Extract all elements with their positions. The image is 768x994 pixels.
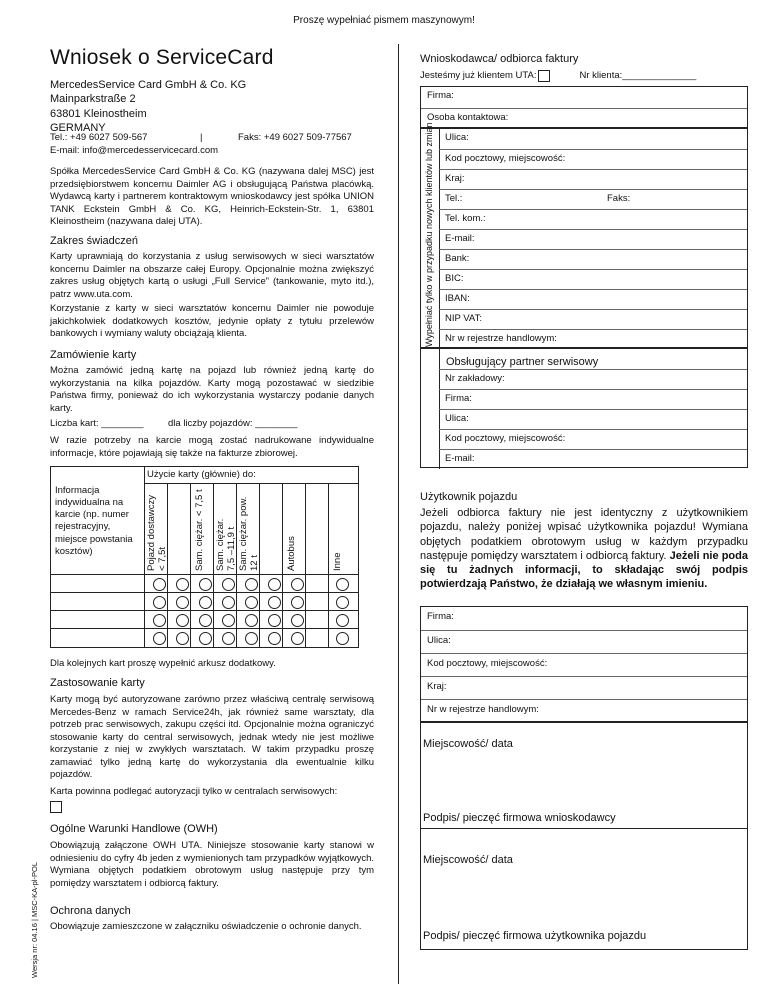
col-bus: Autobus (286, 536, 297, 571)
order-paragraph: Można zamówić jedną kartę na pojazd lub również jedną kartę do wykorzystania na kilka pojazdów. Karty mogą pozostawać w siedzibie Państwa firmy, ponieważ do ich wykorzystania wystarczy podanie danych karty. (50, 365, 374, 414)
usage-radio[interactable] (245, 632, 258, 645)
service-partner-heading: Obsługujący partner serwisowy (446, 356, 599, 368)
authorization-question: Karta powinna podlegać autoryzacji tylko w centralach serwisowych: (50, 786, 338, 797)
usage-table-header: Użycie karty (głównie) do: (147, 469, 256, 480)
additional-sheet-note: Dla kolejnych kart proszę wypełnić arkusz dodatkowy. (50, 658, 276, 669)
vehicle-user-text: Jeżeli odbiorca faktury nie jest identyczny z użytkownikiem pojazdu, należy poniżej wpisać użytkownika pojazdu! Wymiana objętych podatkiem obrotowym usług w każdym przypadku następuje pomiędzy warsztatem i odbiorcą faktury. (420, 507, 748, 562)
usage-radio[interactable] (222, 614, 235, 627)
vehicle-user-box (420, 606, 748, 722)
user-country-field[interactable]: Kraj: (421, 676, 747, 699)
applicant-firm-box (420, 86, 748, 128)
usage-radio[interactable] (336, 596, 349, 609)
usage-radio[interactable] (199, 578, 212, 591)
partner-postcode-city-field[interactable]: Kod pocztowy, miejscowość: (439, 429, 747, 449)
usage-radio[interactable] (336, 578, 349, 591)
application-heading: Zastosowanie karty (50, 677, 145, 689)
usage-radio[interactable] (222, 578, 235, 591)
usage-radio[interactable] (245, 578, 258, 591)
col-truck-under-7-5: Sam. ciężar. < 7,5 t (194, 489, 205, 571)
fax-field[interactable]: Faks: (607, 193, 631, 204)
scope-paragraph-1: Karty uprawniają do korzystania z usług serwisowych w sieci warsztatów koncernu Daimler na obszarze całej Europy. Opcjonalnie można zwiększyć zakres usług objętych kartą o usługi „Full Service” (tankowanie, myto itd.), patrz www.uta.com. (50, 251, 374, 300)
user-firm-field[interactable]: Firma: (427, 611, 454, 622)
scope-paragraph-2: Korzystanie z karty w sieci warsztatów koncernu Daimler nie powoduje jakichkolwiek dodatkowych kosztów, jedynie opłaty z tytułu przelewów bankowych i wymiany waluty obciążają klienta. (50, 303, 374, 340)
privacy-paragraph: Obowiązuje zamieszczone w załączniku oświadczenie o ochronie danych. (50, 921, 362, 932)
contact-separator: | (200, 132, 203, 143)
applicant-heading: Wnioskodawca/ odbiorca faktury (420, 53, 579, 65)
user-place-date-label: Miejscowość/ data (423, 854, 513, 866)
partner-street-field[interactable]: Ulica: (439, 409, 747, 429)
service-center-only-checkbox[interactable] (50, 801, 62, 813)
usage-radio[interactable] (245, 614, 258, 627)
usage-radio[interactable] (176, 596, 189, 609)
col-truck-over-12: Sam. ciężar. pow. 12 t (238, 496, 261, 571)
company-name: MercedesService Card GmbH & Co. KG (50, 79, 247, 91)
terms-paragraph: Obowiązują załączone OWH UTA. Niniejsze stosowanie karty stanowi w odniesieniu do cyfry 4b jeden z wymienionych tam przypadków wyjątkowych. Wymiana objętych podatkiem obrotowym usług następuje przy tym pomiędzy warsztatem i odbiorcą faktury. (50, 840, 374, 889)
usage-radio[interactable] (291, 578, 304, 591)
usage-radio[interactable] (199, 614, 212, 627)
existing-client-row (420, 70, 696, 83)
user-signature-label: Podpis/ pieczęć firmowa użytkownika pojazdu (423, 930, 647, 942)
usage-radio[interactable] (176, 614, 189, 627)
applicant-signature-box[interactable] (420, 722, 748, 828)
mobile-field[interactable]: Tel. kom.: (439, 209, 747, 229)
intro-paragraph: Spółka MercedesService Card GmbH & Co. KG (nazywana dalej MSC) jest przedsiębiorstwem koncernu Daimler AG i obsługującą Państwa placówką. Wydawcą karty i partnerem kontraktowym wnioskodawcy jest spółka UNION TANK Eckstein GmbH & Co. KG, Heinrich-Eckstein-Str. 1, 63801 Kleinostheim (nazywana dalej UTA). (50, 166, 374, 228)
vehicle-count-field[interactable]: dla liczby pojazdów: ________ (168, 418, 298, 429)
plant-number-field[interactable]: Nr zakładowy: (439, 369, 747, 389)
usage-radio[interactable] (153, 596, 166, 609)
usage-radio[interactable] (245, 596, 258, 609)
bank-field[interactable]: Bank: (439, 249, 747, 269)
company-contact (50, 132, 390, 157)
usage-radio[interactable] (176, 632, 189, 645)
existing-client-label: Jesteśmy już klientem UTA: (420, 70, 537, 81)
new-clients-note: Wypełniać tylko w przypadku nowych klientów lub zmian (424, 122, 434, 347)
privacy-heading: Ochrona danych (50, 905, 131, 917)
terms-heading: Ogólne Warunki Handlowe (OWH) (50, 823, 218, 835)
usage-radio[interactable] (153, 578, 166, 591)
form-instruction: Proszę wypełniać pismem maszynowym! (293, 15, 475, 26)
phone-field[interactable]: Tel.: (445, 193, 463, 204)
col-truck-7-5-11-9: Sam. ciężar. 7,5 –11,9 t (215, 518, 238, 571)
contact-person-field[interactable]: Osoba kontaktowa: (421, 108, 747, 129)
order-heading: Zamówienie karty (50, 349, 137, 361)
user-signature-box[interactable] (420, 828, 748, 950)
usage-radio[interactable] (268, 578, 281, 591)
usage-radio[interactable] (222, 632, 235, 645)
applicant-details-box (420, 122, 748, 348)
applicant-place-date-label: Miejscowość/ data (423, 738, 513, 750)
card-count-row (50, 418, 297, 431)
usage-radio[interactable] (268, 614, 281, 627)
usage-radio[interactable] (336, 614, 349, 627)
individual-info-cell: Informacja indywidualna na karcie (np. numer rejestracyjny, miejsce powstania kosztów) (55, 485, 133, 557)
usage-radio[interactable] (199, 632, 212, 645)
usage-radio[interactable] (268, 596, 281, 609)
usage-radio[interactable] (291, 596, 304, 609)
user-postcode-city-field[interactable]: Kod pocztowy, miejscowość: (421, 653, 747, 676)
vehicle-user-heading: Użytkownik pojazdu (420, 491, 518, 503)
bic-field[interactable]: BIC: (439, 269, 747, 289)
client-number-field[interactable]: Nr klienta:______________ (579, 70, 697, 81)
postcode-city-field[interactable]: Kod pocztowy, miejscowość: (439, 149, 747, 169)
col-light-van: Pojazd dostawczy < 7,5t (146, 494, 169, 571)
vehicle-user-bold-text: Jeżeli nie poda się tu żadnych informacji, to składając swój podpis potwierdzają Państwo, że działają we własnym imieniu. (420, 549, 748, 591)
usage-radio[interactable] (176, 578, 189, 591)
phone-fax-row (439, 189, 747, 209)
trade-register-field[interactable]: Nr w rejestrze handlowym: (439, 329, 747, 349)
version-label: Wersja nr: 04.16 | MSC-KA-pl-POL (30, 861, 39, 978)
vat-field[interactable]: NIP VAT: (439, 309, 747, 329)
partner-firm-field[interactable]: Firma: (439, 389, 747, 409)
usage-radio[interactable] (222, 596, 235, 609)
company-city: 63801 Kleinostheim (50, 107, 147, 120)
street-field[interactable]: Ulica: (445, 132, 469, 143)
usage-radio[interactable] (291, 614, 304, 627)
company-phone: Tel.: +49 6027 509-567 (50, 132, 148, 143)
scope-heading: Zakres świadczeń (50, 235, 139, 247)
country-field[interactable]: Kraj: (439, 169, 747, 189)
service-partner-box (420, 348, 748, 468)
partner-email-field[interactable]: E-mail: (439, 449, 747, 469)
usage-radio[interactable] (199, 596, 212, 609)
usage-radio[interactable] (291, 632, 304, 645)
order-paragraph-2: W razie potrzeby na karcie mogą zostać nadrukowane indywidualne informacje, które pojawiają się także na fakturze zbiorowej. (50, 435, 374, 459)
card-count-field[interactable]: Liczba kart: ________ (50, 418, 144, 429)
existing-client-checkbox[interactable] (538, 70, 550, 82)
company-address (50, 78, 246, 135)
user-trade-register-field[interactable]: Nr w rejestrze handlowym: (421, 699, 747, 723)
iban-field[interactable]: IBAN: (439, 289, 747, 309)
usage-radio[interactable] (153, 614, 166, 627)
company-street: Mainparkstraße 2 (50, 93, 136, 106)
applicant-signature-label: Podpis/ pieczęć firmowa wnioskodawcy (423, 812, 616, 824)
company-email: E-mail: info@mercedesservicecard.com (50, 144, 219, 156)
company-country: GERMANY (50, 121, 106, 134)
application-paragraph: Karty mogą być autoryzowane zarówno przez właściwą centralę serwisową Mercedes-Benz w ramach Service24h, jak również same warsztaty, dla potrzeb prac serwisowych, zakupu części itd. Opcjonalnie można ograniczyć stosowanie karty do central serwisowych, jednak wtedy nie jest możliwe korzystanie z niej w zwykłych warsztatach. W takim przypadku proszę zamawiać tylko jedną kartę do wykorzystania dla ewentualnie kilku pojazdów. (50, 694, 374, 781)
usage-radio[interactable] (268, 632, 281, 645)
usage-radio[interactable] (153, 632, 166, 645)
col-other: Inne (332, 552, 343, 571)
usage-radio[interactable] (336, 632, 349, 645)
page-title: Wniosek o ServiceCard (50, 46, 274, 69)
email-field[interactable]: E-mail: (439, 229, 747, 249)
user-street-field[interactable]: Ulica: (421, 630, 747, 653)
vehicle-user-paragraph (420, 506, 748, 592)
company-fax: Faks: +49 6027 509-77567 (238, 132, 352, 143)
firm-field[interactable]: Firma: (427, 90, 454, 101)
card-usage-table (50, 466, 359, 648)
